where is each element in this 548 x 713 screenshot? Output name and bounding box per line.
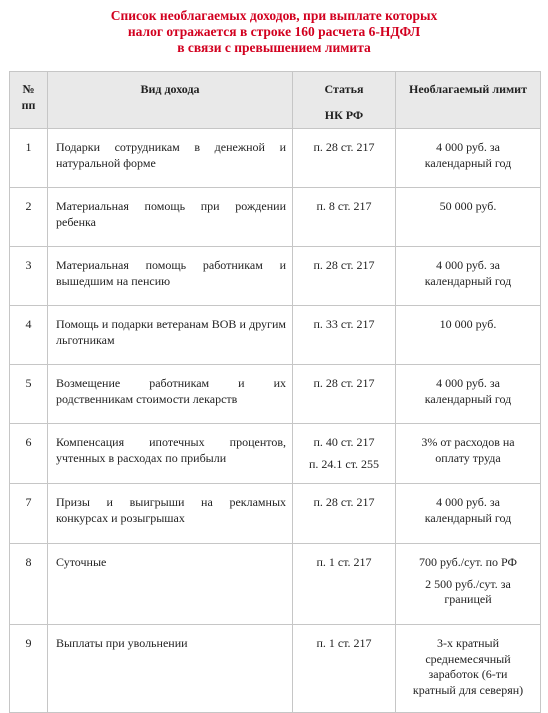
header-num-line-2: пп <box>21 97 36 112</box>
article-reference: п. 28 ст. 217 <box>313 376 375 390</box>
income-kind: Материальная помощь работникам и вышедшим на пенсию <box>48 247 293 306</box>
table-row <box>10 247 541 306</box>
title-line-2: налог отражается в строке 160 расчета 6-НДФЛ <box>127 24 421 39</box>
article-reference: п. 28 ст. 217 <box>313 495 375 509</box>
tax-free-limit <box>396 625 541 713</box>
header-article-line-2: НК РФ <box>324 107 364 122</box>
document-title <box>0 8 548 56</box>
income-kind: Возмещение работникам и их родственникам стоимости лекарств <box>48 365 293 424</box>
limit-value: 3% от расходов на оплату труда <box>421 435 515 465</box>
article-reference: п. 24.1 ст. 255 <box>308 456 380 471</box>
article-reference: п. 28 ст. 217 <box>313 258 375 272</box>
limit-value: 2 500 руб./сут. за границей <box>425 576 511 606</box>
limit-value: 4 000 руб. за календарный год <box>424 376 512 406</box>
article-reference: п. 40 ст. 217 <box>313 435 375 449</box>
limit-value: 3-х кратный среднемесячный заработок (6-ти кратный для северян) <box>412 636 524 697</box>
income-kind: Подарки сотрудникам в денежной и натуральной форме <box>48 129 293 188</box>
row-number: 8 <box>10 544 48 625</box>
row-number: 5 <box>10 365 48 424</box>
limit-value: 700 руб./сут. по РФ <box>418 555 517 569</box>
tax-free-limit <box>396 247 541 306</box>
header-limit <box>396 72 541 129</box>
limit-value: 4 000 руб. за календарный год <box>424 495 512 525</box>
table-row <box>10 129 541 188</box>
limit-value: 4 000 руб. за календарный год <box>424 140 512 170</box>
article-reference: п. 1 ст. 217 <box>316 555 372 569</box>
tax-code-article <box>293 625 396 713</box>
tax-code-article <box>293 424 396 484</box>
limit-value: 50 000 руб. <box>439 199 497 213</box>
income-kind: Компенсация ипотечных процентов, учтенных в расходах по прибыли <box>48 424 293 484</box>
title-line-3: в связи с превышением лимита <box>177 40 371 55</box>
row-number: 4 <box>10 306 48 365</box>
table-row <box>10 365 541 424</box>
income-kind: Выплаты при увольнении <box>48 625 293 713</box>
table-header-row <box>10 72 541 129</box>
tax-code-article <box>293 365 396 424</box>
limit-value: 10 000 руб. <box>439 317 497 331</box>
tax-code-article <box>293 188 396 247</box>
header-num-line-1: № <box>22 82 35 96</box>
table-row <box>10 484 541 544</box>
header-kind <box>48 72 293 129</box>
income-kind: Материальная помощь при рождении ребенка <box>48 188 293 247</box>
tax-free-limit <box>396 365 541 424</box>
row-number: 3 <box>10 247 48 306</box>
tax-free-limit <box>396 306 541 365</box>
income-kind: Призы и выигрыши на рекламных конкурсах и розыгрышах <box>48 484 293 544</box>
header-article <box>293 72 396 129</box>
tax-free-limit <box>396 424 541 484</box>
tax-code-article <box>293 484 396 544</box>
limit-value: 4 000 руб. за календарный год <box>424 258 512 288</box>
table-row <box>10 188 541 247</box>
table-row <box>10 544 541 625</box>
tax-free-limit <box>396 484 541 544</box>
row-number: 1 <box>10 129 48 188</box>
header-kind-label: Вид дохода <box>140 82 200 96</box>
table-body <box>10 129 541 713</box>
title-line-1: Список необлагаемых доходов, при выплате которых <box>110 8 438 23</box>
article-reference: п. 28 ст. 217 <box>313 140 375 154</box>
header-limit-label: Необлагаемый лимит <box>409 82 527 96</box>
income-kind: Помощь и подарки ветеранам ВОВ и другим льготникам <box>48 306 293 365</box>
article-reference: п. 33 ст. 217 <box>313 317 375 331</box>
tax-code-article <box>293 544 396 625</box>
tax-free-limit <box>396 544 541 625</box>
tax-code-article <box>293 129 396 188</box>
tax-code-article <box>293 247 396 306</box>
tax-code-article <box>293 306 396 365</box>
row-number: 6 <box>10 424 48 484</box>
income-table <box>9 71 541 713</box>
income-kind: Суточные <box>48 544 293 625</box>
tax-free-limit <box>396 129 541 188</box>
row-number: 9 <box>10 625 48 713</box>
header-article-line-1: Статья <box>324 82 364 96</box>
article-reference: п. 8 ст. 217 <box>316 199 372 213</box>
row-number: 7 <box>10 484 48 544</box>
header-num <box>10 72 48 129</box>
table-row <box>10 625 541 713</box>
tax-free-limit <box>396 188 541 247</box>
table-row <box>10 424 541 484</box>
article-reference: п. 1 ст. 217 <box>316 636 372 650</box>
table-row <box>10 306 541 365</box>
row-number: 2 <box>10 188 48 247</box>
